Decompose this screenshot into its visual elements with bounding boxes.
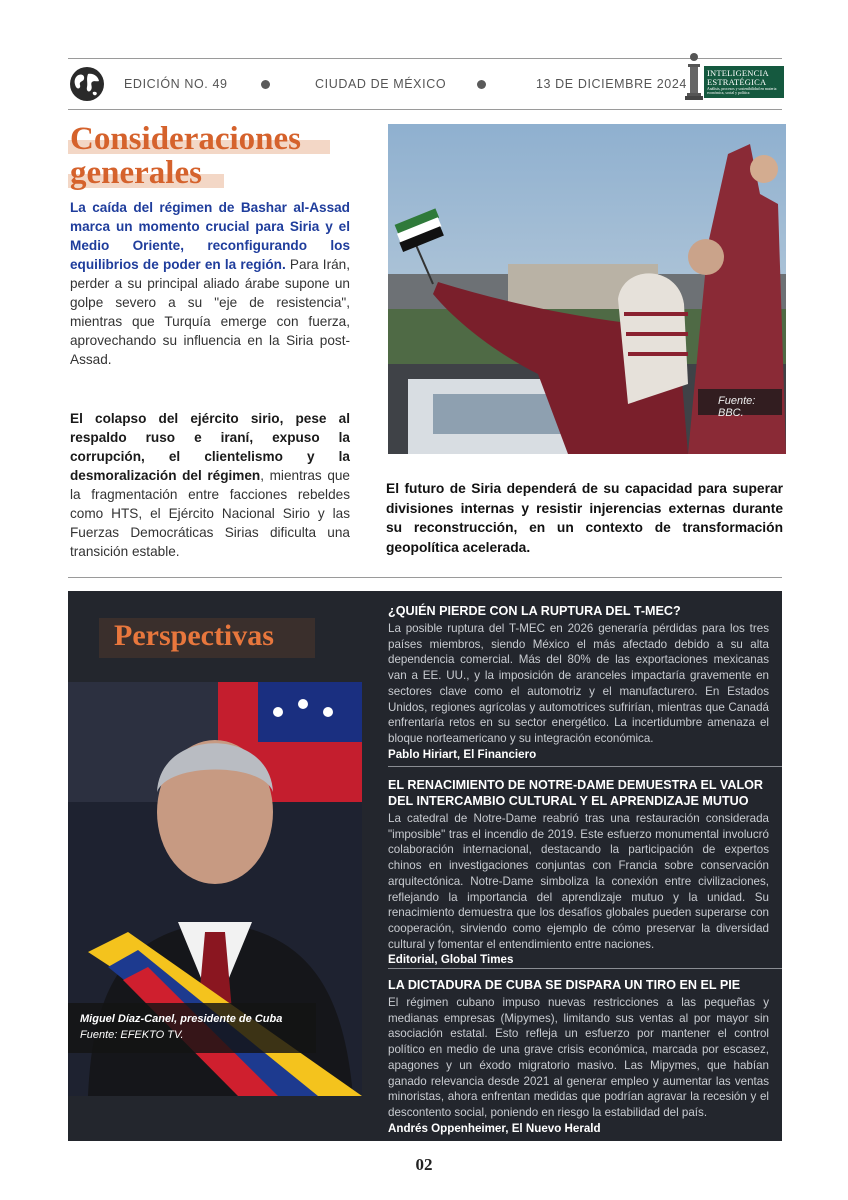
caption-source: Fuente: EFEKTO TV.: [80, 1029, 184, 1041]
paragraph-2-bold: El colapso del ejército sirio, pese al respaldo ruso e iraní, expuso la corrupción, el clientelismo y la desmoralización del régimen: [70, 411, 350, 483]
paragraph-2-text: , mientras que la fragmentación entre facciones rebeldes como HTS, el Ejército Nacional Sirio y las Fuerzas Democráticas Sirias dificulta una transición estable.: [70, 468, 350, 559]
title-line-2: generales: [70, 155, 202, 191]
article-headline: LA DICTADURA DE CUBA SE DISPARA UN TIRO EN EL PIE: [388, 978, 741, 992]
header-top-rule: [68, 58, 782, 59]
title-line-1: Consideraciones: [70, 121, 301, 157]
article-headline: ¿QUIÉN PIERDE CON LA RUPTURA DEL T-MEC?: [388, 604, 681, 618]
article-body: La catedral de Notre-Dame reabrió tras una restauración considerada "imposible" tras el incendio de 2019. Este esfuerzo monumental involucró colaboración internacional, destacando la participación de expertos chinos en investigaciones conjuntas con Francia sobre conservación arquitectónica. Notre-Dame simboliza la conexión entre civilizaciones, reflejando la importancia del aprendizaje mutuo y la unidad. Su renacimiento demuestra que los desafíos globales pueden superarse con cooperación, sirviendo como ejemplo de cómo preservar la diversidad cultural y fomentar el entendimiento entre naciones.: [388, 812, 769, 951]
photo-caption-bbc-text: Fuente: BBC.: [718, 395, 756, 419]
issue-date: 13 DE DICIEMBRE 2024: [536, 77, 687, 91]
logo-line-1: INTELIGENCIA: [707, 68, 769, 78]
article-tmec: [388, 603, 769, 761]
edition-number: EDICIÓN NO. 49: [124, 77, 228, 91]
article-source: Editorial, Global Times: [388, 953, 514, 967]
header-bottom-rule: [68, 109, 782, 110]
logo-tagline: Análisis, procesos y sostenibilidad en materia económica, social y política: [707, 87, 777, 95]
section-title-perspectivas: Perspectivas: [114, 619, 274, 652]
separator-dot: [261, 80, 270, 89]
separator-dot: [477, 80, 486, 89]
article-body: El régimen cubano impuso nuevas restricciones a las pequeñas y medianas empresas (Mipymes), limitando sus ventas al por mayor sin asociación estatal. Esto refleja un esfuerzo por mantener el control político en medio de una grave crisis económica, marcada por escasez, apagones y un éxodo migratorio masivo. Las Mipymes, que habían ganado relevancia desde 2021 al generar empleo y aumentar las ventas minoristas, ahora enfrentan medidas que podrían agravar la recesión y el descontento social, poniendo en riesgo la estabilidad del país.: [388, 996, 769, 1119]
article-headline: EL RENACIMIENTO DE NOTRE-DAME DEMUESTRA EL VALOR DEL INTERCAMBIO CULTURAL Y EL APRENDIZAJE MUTUO: [388, 778, 764, 808]
diaz-canel-caption: [68, 1003, 316, 1053]
article-divider: [388, 968, 782, 969]
paragraph-1-bold: La caída del régimen de Bashar al-Assad marca un momento crucial para Siria y el Medio Oriente, reconfigurando los equilibrios de poder en la región.: [70, 200, 350, 272]
logo-line-2: ESTRATÉGICA: [707, 77, 767, 87]
article-source: Pablo Hiriart, El Financiero: [388, 747, 537, 761]
section-divider: [68, 577, 782, 578]
city-label: CIUDAD DE MÉXICO: [315, 77, 447, 91]
article-body: La posible ruptura del T-MEC en 2026 generaría pérdidas para los tres países miembros, siendo México el más afectado debido a su alta dependencia comercial. Más del 80% de las exportaciones mexicanas van a EE. UU., y la imposición de aranceles impactaría gravemente en sectores clave como el automotriz y el manufacturero. En Estados Unidos, regiones agrícolas y automotrices sufrirían, mientras que Canadá enfrentaría retos en su sector energético. La incertidumbre amenaza el bloque norteamericano y su integración económica.: [388, 622, 769, 745]
paragraph-1: [70, 198, 350, 369]
inteligencia-estrategica-logo: [684, 52, 784, 102]
article-divider: [388, 766, 782, 767]
section-title-consideraciones: [70, 122, 301, 190]
conclusion-paragraph: El futuro de Siria dependerá de su capacidad para superar divisiones internas y resistir injerencias externas durante su reconstrucción, en un contexto de transformación geopolítica acelerada.: [386, 481, 783, 555]
caption-name: Miguel Díaz-Canel, presidente de Cuba: [80, 1013, 283, 1025]
article-cuba: [388, 977, 769, 1135]
globe-icon: [69, 66, 105, 102]
paragraph-1-text: Para Irán, perder a su principal aliado árabe supone un golpe severo a su "eje de resistencia", mientras que Turquía emerge con fuerza, aprovechando su influencia en la Siria post-Assad.: [70, 257, 350, 367]
article-source: Andrés Oppenheimer, El Nuevo Herald: [388, 1121, 601, 1135]
page-number: 02: [415, 1155, 433, 1174]
article-notre-dame: [388, 777, 769, 966]
photo-caption-bbc: [698, 389, 782, 419]
paragraph-2: [70, 409, 350, 561]
pillar-icon: [684, 52, 704, 100]
